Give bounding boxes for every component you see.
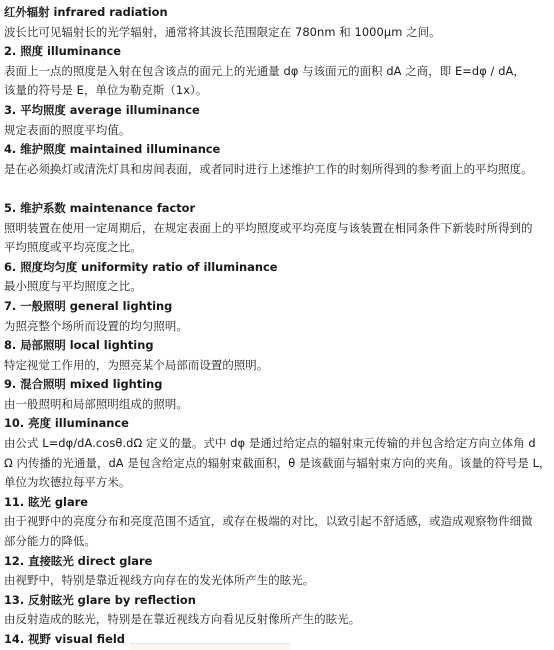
term-heading: 3. 平均照度 average illuminance — [4, 102, 200, 117]
term-heading: 7. 一般照明 general lighting — [4, 298, 173, 313]
term-heading: 10. 亮度 illuminance — [4, 416, 129, 431]
glossary-list — [4, 3, 554, 650]
term-heading: 14. 视野 visual field — [4, 632, 125, 646]
definition-line: 最小照度与平均照度之比。 — [4, 279, 142, 294]
definition-line: 是在必须换灯或清洗灯具和房间表面，或者同时进行上述维护工作的时刻所得到的参考面上的平均照度。 — [4, 161, 533, 176]
term-heading: 5. 维护系数 maintenance factor — [4, 200, 196, 215]
glossary-entry — [4, 493, 554, 552]
definition-line: 由视野中，特别是靠近视线方向存在的发光体所产生的眩光。 — [4, 573, 315, 588]
definition-line: 照明装置在使用一定周期后，在规定表面上的平均照度或平均亮度与该装置在相同条件下新装时所得到的 — [4, 220, 533, 235]
definition-line: Ω 内传播的光通量，dA 是包含给定点的辐射束截面积，θ 是该截面与辐射束方向的夹角。该量的符号是 L， — [4, 455, 551, 470]
definition-line: 表面上一点的照度是入射在包含该点的面元上的光通量 dφ 与该面元的面积 dA 之商，即 E=dφ / dA， — [4, 63, 525, 78]
glossary-entry — [4, 297, 554, 336]
definition-line: 单位为坎德拉每平方米。 — [4, 475, 131, 490]
definition-line: 规定表面的照度平均值。 — [4, 122, 131, 137]
glossary-entry — [4, 42, 554, 101]
glossary-entry — [4, 199, 554, 258]
term-heading: 6. 照度均匀度 uniformity ratio of illuminance — [4, 259, 278, 274]
glossary-entry — [4, 336, 554, 375]
definition-line: 波长比可见辐射长的光学辐射，通常将其波长范围限定在 780nm 和 1000μm 之间。 — [4, 24, 441, 39]
definition-line: 特定视觉工作用的，为照亮某个局部而设置的照明。 — [4, 357, 269, 372]
glossary-entry — [4, 3, 554, 42]
term-heading: 13. 反射眩光 glare by reflection — [4, 592, 196, 607]
glossary-entry — [4, 591, 554, 630]
term-heading: 红外辐射 infrared radiation — [4, 5, 168, 19]
term-heading: 4. 维护照度 maintained illuminance — [4, 142, 221, 157]
term-heading: 9. 混合照明 mixed lighting — [4, 377, 163, 392]
clipped-image-edge — [130, 643, 290, 650]
definition-line: 由反射造成的眩光，特别是在靠近视线方向看见反射像所产生的眩光。 — [4, 612, 361, 627]
blank-line — [4, 179, 554, 199]
term-heading: 11. 眩光 glare — [4, 494, 88, 509]
definition-line: 由于视野中的亮度分布和亮度范围不适宜，或存在极端的对比，以致引起不舒适感，或造成观察物件细微 — [4, 514, 533, 529]
definition-line: 平均照度或平均亮度之比。 — [4, 240, 142, 255]
glossary-entry — [4, 101, 554, 140]
definition-line: 部分能力的降低。 — [4, 534, 96, 549]
glossary-entry — [4, 552, 554, 591]
glossary-entry — [4, 375, 554, 414]
glossary-entry — [4, 140, 554, 199]
term-heading: 12. 直接眩光 direct glare — [4, 553, 153, 568]
definition-line: 为照亮整个场所而设置的均匀照明。 — [4, 318, 188, 333]
term-heading: 2. 照度 illuminance — [4, 44, 121, 59]
glossary-entry — [4, 258, 554, 297]
definition-line: 由一般照明和局部照明组成的照明。 — [4, 396, 188, 411]
term-heading: 8. 局部照明 local lighting — [4, 338, 154, 353]
definition-line: 由公式 L=dφ/dA.cosθ.dΩ 定义的量。式中 dφ 是通过给定点的辐射束元传输的并包含给定方向立体角 d — [4, 436, 536, 451]
glossary-entry — [4, 414, 554, 492]
definition-line: 该量的符号是 E，单位为勒克斯（1x）。 — [4, 83, 208, 98]
